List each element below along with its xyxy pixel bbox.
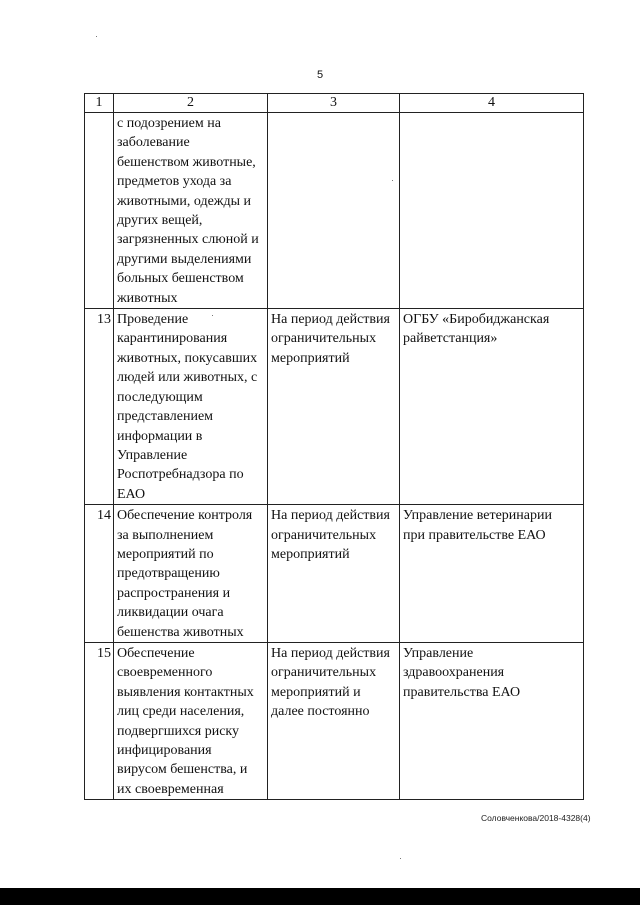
text-line: Проведение	[117, 312, 189, 328]
text-line: заболевание	[117, 135, 190, 151]
text-line: загрязненных слюной и	[117, 232, 259, 248]
text-line: последующим	[117, 389, 203, 405]
text-line: людей или животных, с	[117, 370, 258, 386]
scan-speck	[392, 180, 393, 181]
text-line: мероприятий	[271, 350, 350, 366]
text-line: ЕАО	[117, 486, 146, 502]
action-cell	[114, 309, 268, 505]
text-line: выявления контактных	[117, 684, 254, 700]
responsible-cell	[400, 505, 584, 643]
row-number: 13	[85, 309, 114, 505]
continuation-action-cell	[114, 113, 268, 309]
text-line: предотвращению	[117, 566, 220, 582]
text-line: ограничительных	[271, 665, 377, 681]
text-line: при правительстве ЕАО	[403, 527, 546, 543]
row-number: 14	[85, 505, 114, 643]
text-line: далее постоянно	[271, 704, 370, 720]
text-line: других вещей,	[117, 213, 203, 229]
scan-speck	[400, 858, 401, 859]
text-line: На период действия	[271, 312, 390, 328]
period-cell	[268, 309, 400, 505]
measures-table	[84, 93, 584, 800]
header-col-4: 4	[400, 94, 584, 113]
text-line: животных, покусавших	[117, 350, 258, 366]
text-line: больных бешенством	[117, 271, 244, 287]
table-row	[85, 642, 584, 799]
text-line: информации в	[117, 428, 203, 444]
text-line: предметов ухода за	[117, 174, 232, 190]
text-line: ограничительных	[271, 527, 377, 543]
table-row	[85, 505, 584, 643]
header-col-2: 2	[114, 94, 268, 113]
period-cell	[268, 505, 400, 643]
scan-edge-bar	[0, 888, 640, 905]
text-line: другими выделениями	[117, 251, 252, 267]
text-line: представлением	[117, 409, 214, 425]
text-line: Управление	[117, 447, 188, 463]
continuation-num-cell	[85, 113, 114, 309]
action-cell	[114, 642, 268, 799]
text-line: Управление	[403, 645, 474, 661]
scan-speck	[96, 36, 97, 37]
page-number: 5	[316, 69, 324, 81]
header-col-3: 3	[268, 94, 400, 113]
scan-speck	[212, 315, 213, 316]
text-line: распространения и	[117, 585, 231, 601]
text-line: Роспотребнадзора по	[117, 467, 244, 483]
document-reference: Соловченкова/2018-4328(4)	[481, 813, 591, 823]
text-line: ОГБУ «Биробиджанская	[403, 312, 550, 328]
text-line: правительства ЕАО	[403, 684, 521, 700]
text-line: мероприятий по	[117, 546, 214, 562]
text-line: Обеспечение	[117, 645, 195, 661]
text-line: подвергшихся риску	[117, 723, 240, 739]
text-line: здравоохранения	[403, 665, 505, 681]
header-row	[85, 94, 584, 113]
text-line: лиц среди населения,	[117, 704, 245, 720]
text-line: животными, одежды и	[117, 193, 251, 209]
text-line: ликвидации очага	[117, 605, 224, 621]
text-line: бешенством животные,	[117, 154, 256, 170]
header-col-1: 1	[85, 94, 114, 113]
table-row	[85, 309, 584, 505]
text-line: за выполнением	[117, 527, 214, 543]
text-line: Управление ветеринарии	[403, 508, 552, 524]
text-line: На период действия	[271, 645, 390, 661]
text-line: инфицирования	[117, 743, 212, 758]
text-line: с подозрением на	[117, 116, 221, 131]
text-line: ограничительных	[271, 331, 377, 347]
text-line: бешенства животных	[117, 624, 244, 640]
text-line: Обеспечение контроля	[117, 508, 253, 524]
text-line: их своевременная	[117, 781, 224, 797]
period-cell	[268, 642, 400, 799]
continuation-responsible-cell	[400, 113, 584, 309]
text-line: мероприятий	[271, 546, 350, 562]
responsible-cell	[400, 309, 584, 505]
action-cell	[114, 505, 268, 643]
text-line: На период действия	[271, 508, 390, 524]
text-line: вирусом бешенства, и	[117, 762, 248, 778]
text-line: карантинирования	[117, 331, 228, 347]
continuation-period-cell	[268, 113, 400, 309]
continuation-row	[85, 113, 584, 309]
text-line: райветстанция»	[403, 331, 498, 347]
text-line: животных	[117, 290, 178, 306]
text-line: своевременного	[117, 665, 213, 681]
responsible-cell	[400, 642, 584, 799]
row-number: 15	[85, 642, 114, 799]
text-line: мероприятий и	[271, 684, 361, 700]
